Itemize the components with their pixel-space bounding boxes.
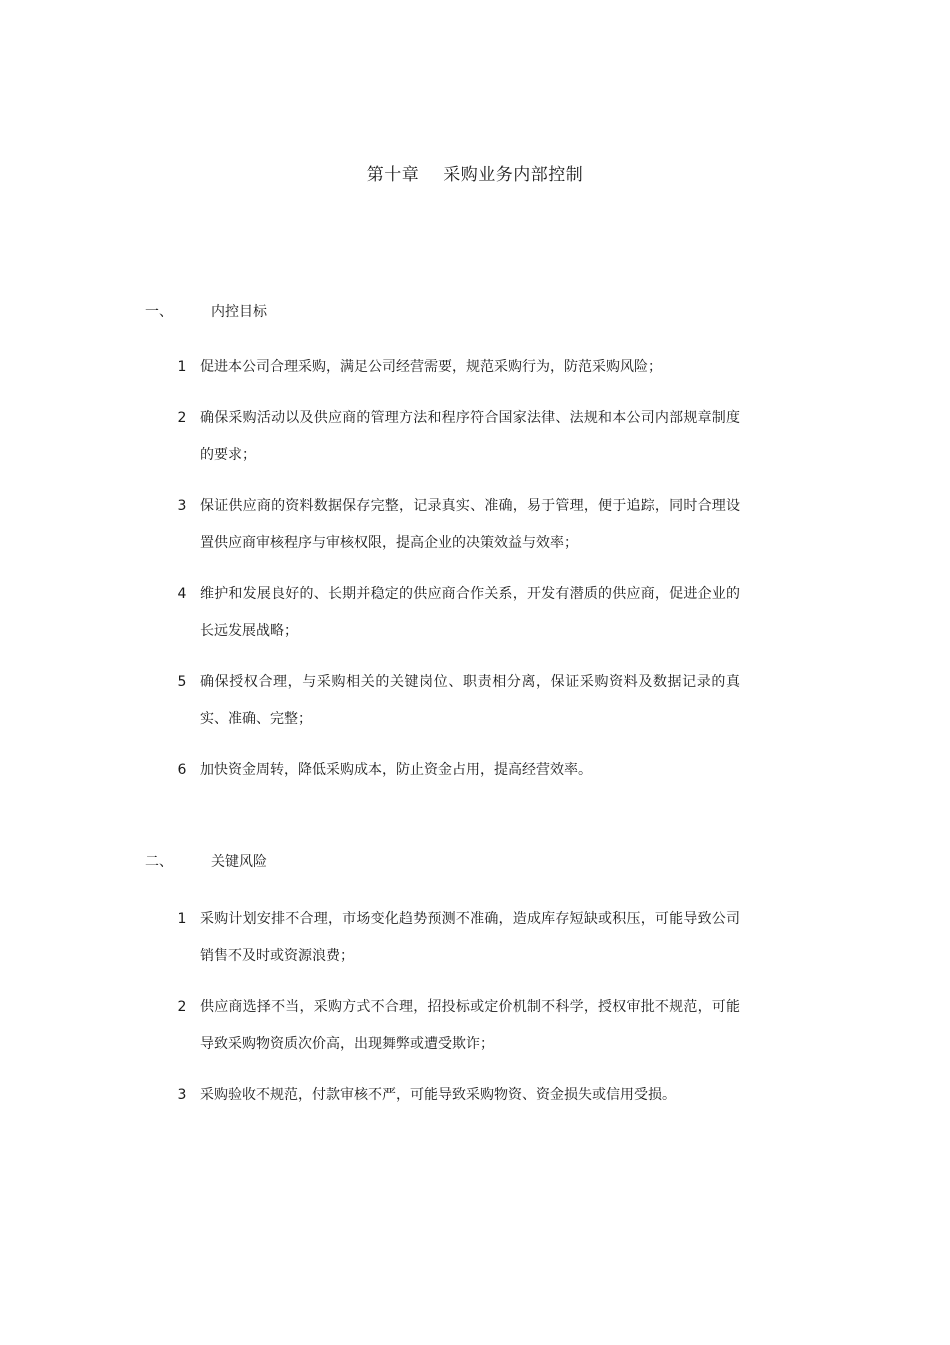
list-item — [0, 400, 950, 474]
chapter-number: 第十章 — [366, 165, 420, 185]
list-item — [0, 664, 950, 738]
section-heading — [0, 851, 950, 871]
item-text: 采购验收不规范，付款审核不严，可能导致采购物资、资金损失或信用受损。 — [200, 1087, 676, 1103]
item-number: 2 — [177, 999, 187, 1015]
item-number: 2 — [177, 410, 187, 426]
item-text: 加快资金周转，降低采购成本，防止资金占用，提高经营效率。 — [200, 762, 592, 778]
item-text: 保证供应商的资料数据保存完整，记录真实、准确，易于管理，便于追踪，同时合理设置供应商审核程序与审核权限，提高企业的决策效益与效率； — [200, 498, 740, 551]
section-title: 关键风险 — [211, 854, 267, 870]
section-control-objectives — [0, 301, 950, 803]
list-item — [0, 488, 950, 562]
page-title — [0, 160, 950, 185]
list-item — [0, 752, 950, 789]
section-number: 一、 — [145, 304, 173, 320]
item-number: 1 — [177, 911, 187, 927]
item-text: 采购计划安排不合理，市场变化趋势预测不准确，造成库存短缺或积压，可能导致公司销售不及时或资源浪费； — [200, 911, 740, 964]
item-text: 供应商选择不当，采购方式不合理，招投标或定价机制不科学，授权审批不规范，可能导致采购物资质次价高，出现舞弊或遭受欺诈； — [200, 999, 740, 1052]
list-item — [0, 901, 950, 975]
section-heading — [0, 301, 950, 321]
item-number: 3 — [177, 498, 187, 514]
section-title: 内控目标 — [211, 304, 267, 320]
objectives-list — [0, 349, 950, 789]
list-item — [0, 989, 950, 1063]
item-text: 促进本公司合理采购，满足公司经营需要，规范采购行为，防范采购风险； — [200, 359, 662, 375]
list-item — [0, 576, 950, 650]
item-text: 确保授权合理，与采购相关的关键岗位、职责相分离，保证采购资料及数据记录的真实、准确、完整； — [200, 674, 740, 727]
item-number: 1 — [177, 359, 187, 375]
list-item — [0, 1077, 950, 1114]
list-item — [0, 349, 950, 386]
item-number: 4 — [177, 586, 187, 602]
item-text: 确保采购活动以及供应商的管理方法和程序符合国家法律、法规和本公司内部规章制度的要求； — [200, 410, 740, 463]
risks-list — [0, 901, 950, 1114]
item-text: 维护和发展良好的、长期并稳定的供应商合作关系，开发有潜质的供应商，促进企业的长远发展战略； — [200, 586, 740, 639]
item-number: 3 — [177, 1087, 187, 1103]
chapter-title: 采购业务内部控制 — [443, 165, 584, 185]
section-key-risks — [0, 851, 950, 1128]
section-number: 二、 — [145, 854, 173, 870]
item-number: 5 — [177, 674, 187, 690]
item-number: 6 — [177, 762, 187, 778]
